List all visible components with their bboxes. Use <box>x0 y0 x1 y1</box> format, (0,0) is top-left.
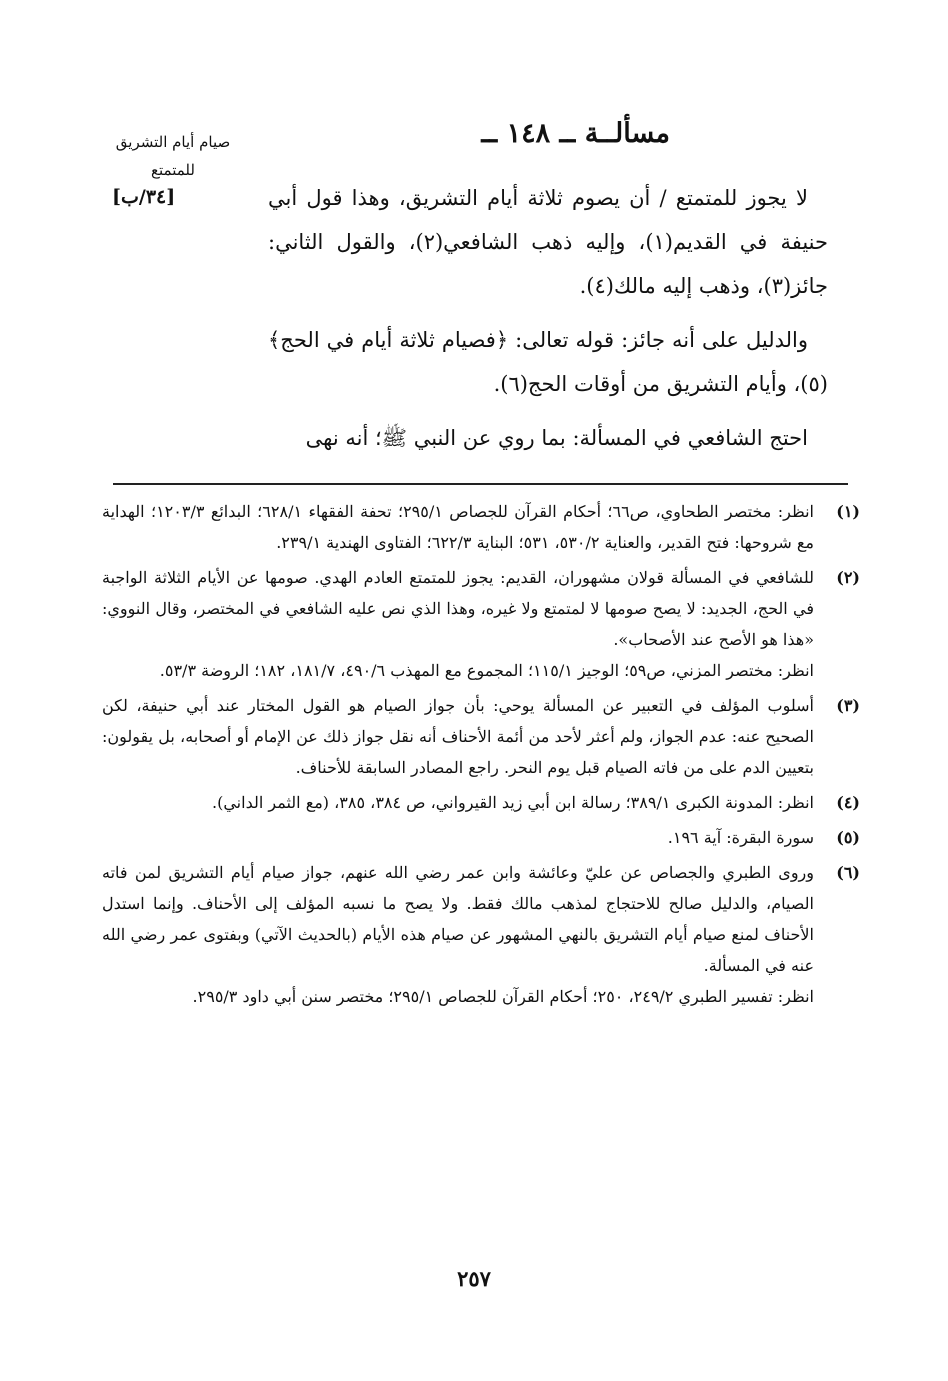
footnote-body <box>102 822 814 853</box>
footnote-body <box>102 787 814 818</box>
footnote-body <box>102 690 814 783</box>
main-paragraph: احتج الشافعي في المسألة: بما روي عن النبي ﷺ؛ أنه نهى <box>305 426 808 450</box>
footnote-text: سورة البقرة: آية ١٩٦. <box>667 828 814 847</box>
footnote-number: (٢) <box>836 568 860 587</box>
footnote-body <box>102 496 814 558</box>
footnote-number: (١) <box>836 502 860 521</box>
main-text <box>268 176 828 470</box>
footnote-body <box>102 562 814 686</box>
main-paragraph: لا يجوز للمتمتع / أن يصوم ثلاثة أيام التشريق، وهذا قول أبي حنيفة في القديم(١)، وإليه ذهب الشافعي(٢)، والقول الثاني: جائز(٣)، وذهب إليه مالك(٤). <box>268 186 828 298</box>
footnote <box>102 496 860 558</box>
footnotes <box>102 496 860 1016</box>
footnote-divider <box>113 483 848 485</box>
section-heading: مسألــة ــ ١٤٨ ــ <box>481 118 670 149</box>
main-paragraph: والدليل على أنه جائز: قوله تعالى: ﴿فصيام ثلاثة أيام في الحج﴾(٥)، وأيام التشريق من أوقات الحج(٦). <box>268 328 828 396</box>
footnote-number: (٤) <box>836 793 860 812</box>
footnote <box>102 562 860 686</box>
footnote-text: انظر: مختصر الطحاوي، ص٦٦؛ أحكام القرآن للجصاص ٢٩٥/١؛ تحفة الفقهاء ٦٢٨/١؛ البدائع ١٢٠٣/٣؛ الهداية مع شروحها: فتح القدير، والعناية ٥٣٠/٢، ٥٣١؛ البناية ٦٢٢/٣؛ الفتاوى الهندية ٢٣٩/١. <box>102 502 815 552</box>
margin-note: صيام أيام التشريق للمتمتع <box>115 133 231 179</box>
footnote-body <box>102 857 814 1012</box>
footnote-text: انظر: مختصر المزني، ص٥٩؛ الوجيز ١١٥/١؛ المجموع مع المهذب ٤٩٠/٦، ١٨١/٧، ١٨٢؛ الروضة ٥٣/٣. <box>159 661 814 680</box>
footnote-text: انظر: المدونة الكبرى ٣٨٩/١؛ رسالة ابن أبي زيد القيرواني، ص ٣٨٤، ٣٨٥، (مع الثمر الداني). <box>212 793 814 812</box>
footnote <box>102 690 860 783</box>
footnote-text: انظر: تفسير الطبري ٢٤٩/٢، ٢٥٠؛ أحكام القرآن للجصاص ٢٩٥/١؛ مختصر سنن أبي داود ٢٩٥/٣. <box>192 987 814 1006</box>
footnote-number: (٣) <box>836 696 860 715</box>
footnote-number: (٦) <box>836 863 860 882</box>
footnote <box>102 857 860 1012</box>
footnote-number: (٥) <box>836 828 860 847</box>
footnote-text: أسلوب المؤلف في التعبير عن المسألة يوحي: بأن جواز الصيام هو القول المختار عند أبي حنيفة، لكن الصحيح عنه: عدم الجواز، ولم أعثر لأحد من أئمة الأحناف أنه نقل جواز ذلك عن الإمام أو أصحابه، بل يقولون: بتعيين الدم على من فاته الصيام قبل يوم النحر. راجع المصادر السابقة للأحناف. <box>102 696 814 777</box>
footnote-text: للشافعي في المسألة قولان مشهوران، القديم: يجوز للمتمتع العادم الهدي. صومها عن الأيام الثلاثة الواجبة في الحج، الجديد: لا يصح صومها لا لمتمتع ولا غيره، وهذا الذي نص عليه الشافعي في المختصر، وقال النووي: «هذا هو الأصح عند الأصحاب». <box>102 568 814 649</box>
page-number: ٢٥٧ <box>457 1266 491 1291</box>
folio-reference: [٣٤/ب] <box>112 186 176 208</box>
footnote <box>102 822 860 853</box>
footnote <box>102 787 860 818</box>
footnote-text: وروى الطبري والجصاص عن عليّ وعائشة وابن عمر رضي الله عنهم، جواز صيام أيام التشريق لمن فاته الصيام، والدليل صالح للاحتجاج لمذهب مالك فقط. ولا يصح ما نسبه المؤلف إلى الأحناف. وإنما استدل الأحناف لمنع صيام أيام التشريق بالنهي المشهور عن صيام هذه الأيام (بالحديث الآتي) وبفتوى عمر رضي الله عنه في المسألة. <box>102 863 814 975</box>
